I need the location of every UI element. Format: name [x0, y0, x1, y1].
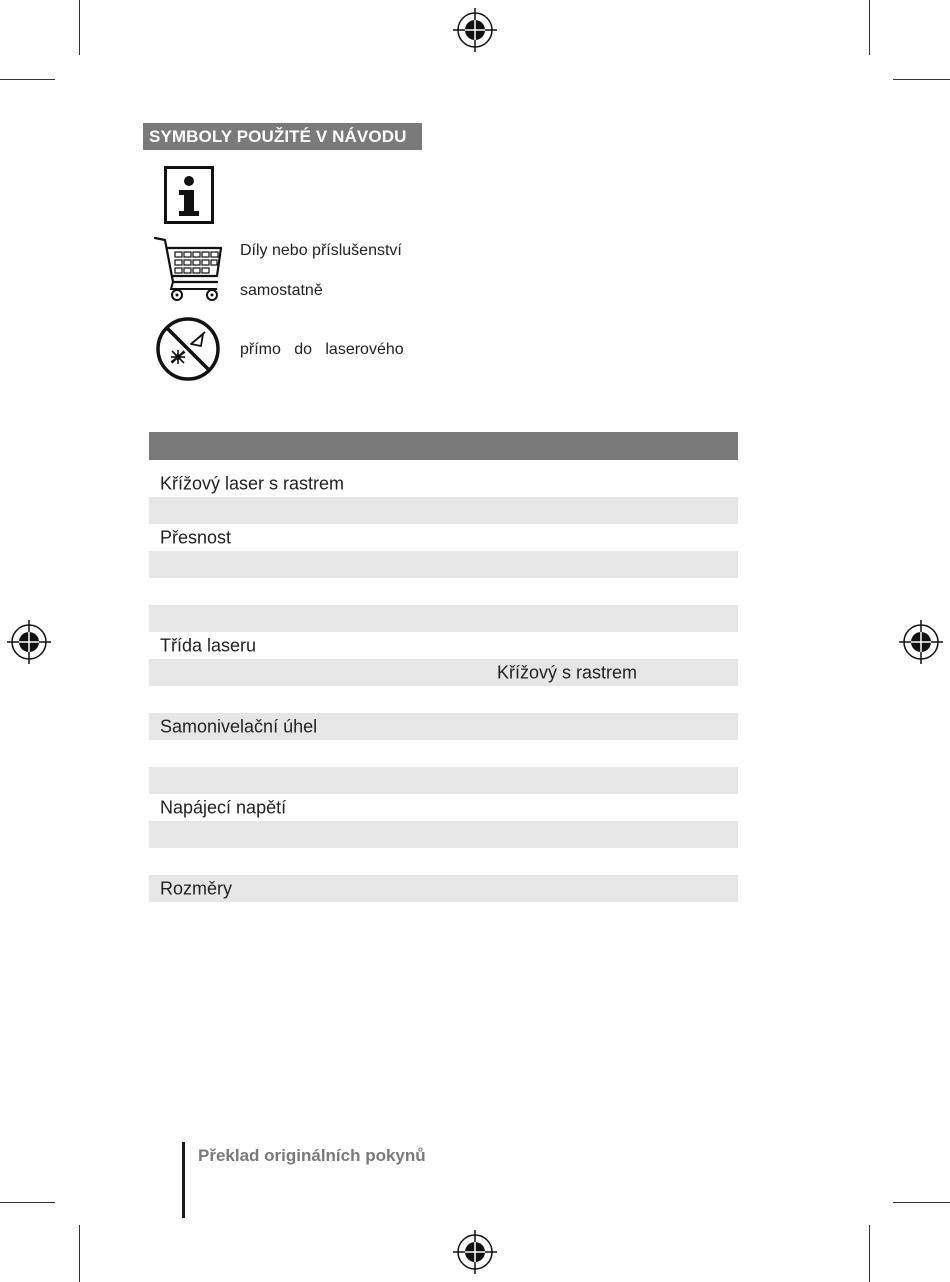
crop-mark: [893, 79, 950, 80]
row-label: Samonivelační úhel: [160, 716, 318, 736]
table-row: [149, 686, 738, 713]
table-row: [149, 551, 738, 578]
shopping-cart-icon: [153, 236, 225, 304]
crop-mark: [869, 1225, 870, 1282]
row-label: Přesnost: [160, 527, 232, 547]
registration-mark-icon: [453, 1230, 497, 1274]
crop-mark: [0, 79, 55, 80]
table-row: [149, 659, 738, 686]
crop-mark: [0, 1202, 55, 1203]
table-row: [149, 875, 738, 902]
table-row: [149, 740, 738, 767]
registration-mark-icon: [453, 8, 497, 52]
symbol-text-laser-warning: přímo do laserového: [240, 341, 404, 358]
row-label: Napájecí napětí: [160, 797, 287, 817]
table-row: [149, 497, 738, 524]
footer-bar: [182, 1142, 185, 1218]
table-row: [149, 767, 738, 794]
row-label: Křížový laser s rastrem: [160, 473, 345, 493]
row-label: Rozměry: [160, 878, 233, 898]
table-row: [149, 632, 738, 659]
table-row: [149, 848, 738, 875]
table-row: [149, 578, 738, 605]
table-row: [149, 821, 738, 848]
registration-mark-icon: [7, 620, 51, 664]
registration-mark-icon: [899, 620, 943, 664]
crop-mark: [893, 1202, 950, 1203]
symbol-text-spare-parts: Díly nebo příslušenství: [240, 242, 402, 259]
table-header: [149, 432, 738, 460]
crop-mark: [869, 0, 870, 55]
row-value: Křížový s rastrem: [497, 662, 638, 682]
table-row: [149, 713, 738, 740]
info-icon: [164, 166, 214, 224]
symbol-text-separately: samostatně: [240, 282, 323, 299]
no-laser-eye-icon: [155, 316, 221, 382]
table-row: [149, 524, 738, 551]
table-row: [149, 470, 738, 497]
section-title: SYMBOLY POUŽITÉ V NÁVODU: [143, 123, 422, 150]
crop-mark: [79, 1225, 80, 1282]
crop-mark: [79, 0, 80, 55]
footer-text: Překlad originálních pokynů: [198, 1146, 426, 1165]
table-row: [149, 605, 738, 632]
table-row: [149, 794, 738, 821]
row-label: Třída laseru: [160, 635, 257, 655]
